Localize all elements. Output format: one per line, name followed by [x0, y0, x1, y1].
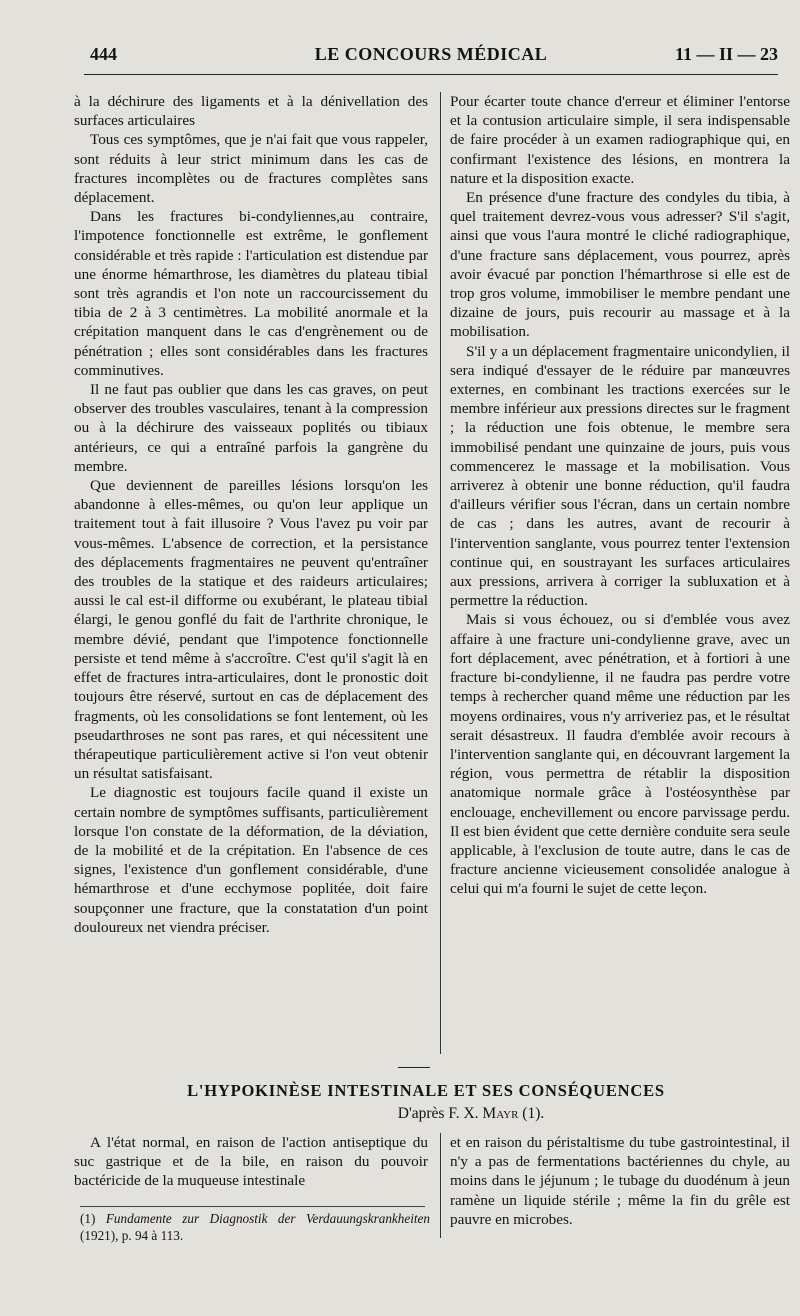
journal-title: LE CONCOURS MÉDICAL: [314, 44, 548, 64]
paragraph: En présence d'une fracture des condyles du tibia, à quel traitement devrez-vous vous adresser? S'il s'agit, ainsi que vous l'aura montré le cliché radiographique, d'une fracture sans déplacement, vous pourrez, après avoir évacué par ponction l'hémarthrose si elle est de trop gros volume, immobiliser le membre pendant une dizaine de jours, puis recourir au massage et à la mobilisation.: [450, 189, 790, 341]
paragraph: Dans les fractures bi-condyliennes,au contraire, l'impotence fonctionnelle est extrême, le gonflement considérable et très rapide : l'articulation est distendue par une énorme hémarthrose, les diamètres du plateau tibial sont très agrandis et l'on note un raccourcissement du tibia de 2 à 3 centimètres. La mobilité anormale et la crépitation manquent dans le cas d'engrènement ou de pénétration ; elles sont considérables dans les fractures comminutives.: [74, 208, 428, 379]
paragraph: Mais si vous échouez, ou si d'emblée vous avez affaire à une fracture uni-condylienne grave, avec un fort déplacement, avec pénétration, et à fortiori à une fracture bi-condylienne, il ne faudra pas perdre votre temps à rechercher quand même une réduction par les moyens ordinaires, vous n'y arriveriez pas, et le résultat serait désastreux. Il faudra d'emblée avoir recours à l'intervention sanglante qui, en découvrant largement la région, vous permettra de rétablir la disposition anatomique normale grâce à l'ostéosynthèse par enclouage, enchevillement ou encore parvissage perdu. Il est bien évident que cette dernière conduite sera seule applicable, à l'exclusion de toute autre, dans le cas de fracture ancienne vicieusement consolidée analogue à celui qui m'a fourni le sujet de cette leçon.: [450, 611, 790, 898]
footnote: [80, 1210, 430, 1244]
paragraph: Tous ces symptômes, que je n'ai fait que vous rappeler, sont réduits à leur strict minimum dans les cas de fractures incomplètes ou de fractures complètes sans déplacement.: [74, 131, 428, 207]
issue-date: 11 — II — 23: [674, 44, 778, 64]
paragraph: Pour écarter toute chance d'erreur et éliminer l'entorse et la contusion articulaire simple, il sera indispensable de faire procéder à un examen radiographique qui, en confirmant l'existence des lésions, en montrera la nature et la disposition exacte.: [450, 93, 790, 187]
paragraph: S'il y a un déplacement fragmentaire unicondylien, il sera indiqué d'essayer de le réduire par manœuvres externes, en combinant les tractions exercées sur le membre inférieur aux pressions directes sur le fragment ; la réduction une fois obtenue, le membre sera immobilisé pendant une quinzaine de jours, puis vous commencerez le massage et la mobilisation. Vous arriverez à obtenir une bonne réduction, qu'il faudra d'ailleurs vérifier sous l'écran, dans un certain nombre de cas ; dans les autres, avant de recourir à l'intervention sanglante, vous pourrez tenter l'extension continue qui, en soustrayant les surfaces articulaires aux pressions, arrivera à corriger la subluxation et à permettre la réduction.: [450, 342, 790, 610]
paragraph: Il ne faut pas oublier que dans les cas graves, on peut observer des troubles vasculaires, tenant à la compression ou à la déchirure des vaisseaux poplités ou tibiaux antérieurs, ce qui a entraîné parfois la gangrène du membre.: [74, 381, 428, 475]
column-right: [450, 92, 790, 899]
column-divider: [440, 92, 441, 1054]
header-rule: [84, 74, 778, 75]
footnote-rest: (1921), p. 94 à 113.: [80, 1228, 184, 1243]
column-left: [74, 92, 428, 937]
article-column-left: [74, 1133, 428, 1191]
article-column-divider: [440, 1133, 441, 1238]
article-title: L'HYPOKINÈSE INTESTINALE ET SES CONSÉQUENCES: [187, 1081, 665, 1100]
article-byline: [74, 1105, 778, 1123]
paragraph: Que deviennent de pareilles lésions lorsqu'on les abandonne à elles-mêmes, ou qu'on leur applique un traitement tout à fait illusoire ? Vous l'avez pu voir par vous-mêmes. L'absence de correction, et la persistance des déplacements fragmentaires ne peuvent qu'entraîner des troubles de la statique et des raideurs articulaires; aussi le cal est-il difforme ou exubérant, le plateau tibial élargi, le genou gonflé du fait de l'arthrite chronique, le membre dévié, pendant que l'impotence fonctionnelle persiste et tend même à s'accroître. C'est qu'il s'agit là en effet de fractures intra-articulaires, dont le pronostic doit toujours être réservé, surtout en cas de déplacement des fragments, où les consolidations se font lentement, où les pseudarthroses ne sont pas rares, et qui nécessitent une thérapeutique particulièrement active si l'on veut obtenir un résultat satisfaisant.: [74, 477, 428, 783]
byline-author: Mayr: [482, 1105, 519, 1122]
page-number: 444: [90, 44, 117, 64]
article-separator: [398, 1067, 430, 1068]
paragraph: à la déchirure des ligaments et à la dénivellation des surfaces articulaires: [74, 93, 428, 130]
footnote-rule: [80, 1206, 425, 1207]
article-column-right: [450, 1133, 790, 1229]
footnote-mark: (1): [80, 1211, 96, 1226]
page-header: [84, 44, 778, 74]
paragraph: Le diagnostic est toujours facile quand il existe un certain nombre de symptômes suffisants, particulièrement lorsque l'on constate de la déformation, de la déviation, de la mobilité et de la crépitation. En l'absence de ces signes, l'existence d'un gonflement considérable, d'une hémarthrose et d'une ecchymose poplitée, doit faire soupçonner une fracture, que la constatation d'un point douloureux net viendra préciser.: [74, 784, 428, 936]
footnote-title: Fundamente zur Diagnostik der Verdauungskrankheiten: [105, 1211, 430, 1226]
paragraph: A l'état normal, en raison de l'action antiseptique du suc gastrique et de la bile, en raison du pouvoir bactéricide de la muqueuse intestinale: [74, 1134, 428, 1190]
byline-prefix: D'après F. X.: [397, 1105, 479, 1122]
paragraph: et en raison du péristaltisme du tube gastrointestinal, il n'y a pas de fermentations bactériennes du chyle, au moins dans le jéjunum ; le tubage du duodénum à jeun ramène un liquide stérile ; même la fin du grêle est pauvre en microbes.: [450, 1134, 790, 1228]
byline-suffix: (1).: [522, 1105, 545, 1122]
